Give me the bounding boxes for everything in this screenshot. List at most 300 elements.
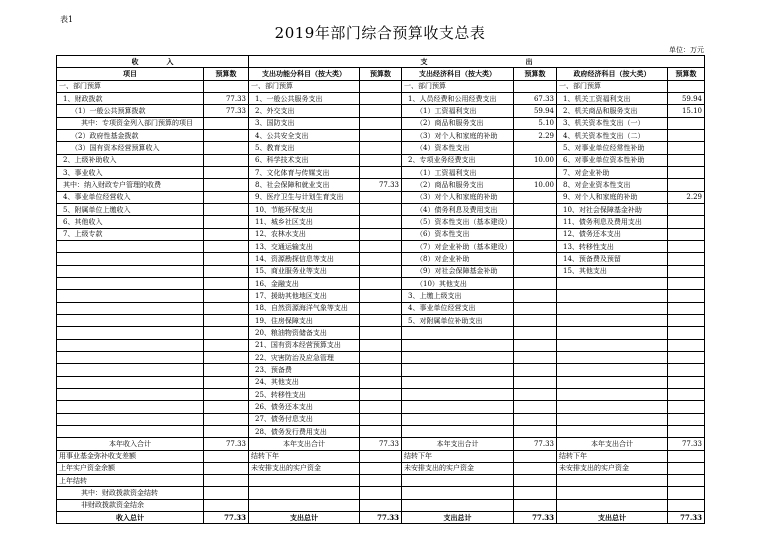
budget-cell: [204, 277, 249, 289]
item-cell: 1、机关工资福利支出: [557, 92, 668, 104]
item-cell: [57, 364, 204, 376]
table-row: [57, 154, 705, 166]
budget-cell: 77.33: [204, 92, 249, 104]
col-header-function: 支出功能分科目（按大类）: [249, 68, 360, 80]
item-cell: [557, 425, 668, 437]
col-header-economic: 支出经济科目（按大类）: [402, 68, 514, 80]
budget-cell: 15.10: [668, 105, 705, 117]
budget-cell: [514, 191, 557, 203]
table-row: [57, 277, 705, 289]
item-cell: 上年结转: [57, 475, 204, 487]
table-row: [57, 290, 705, 302]
item-cell: （3）国有资本经营预算收入: [57, 142, 204, 154]
item-cell: [57, 277, 204, 289]
budget-cell: [360, 413, 402, 425]
item-cell: 11、城乡社区支出: [249, 216, 360, 228]
budget-cell: [204, 388, 249, 400]
budget-cell: [668, 462, 705, 474]
item-cell: [57, 425, 204, 437]
item-cell: 支出总计: [557, 512, 668, 524]
budget-cell: [360, 117, 402, 129]
col-header-budget: 预算数: [668, 68, 705, 80]
table-row: [57, 450, 705, 462]
table-row: [57, 179, 705, 191]
table-row: [57, 92, 705, 104]
budget-cell: [360, 462, 402, 474]
budget-cell: [668, 253, 705, 265]
item-cell: [402, 339, 514, 351]
budget-cell: [668, 401, 705, 413]
item-cell: 未安排支出的实户资金: [249, 462, 360, 474]
table-row: [57, 228, 705, 240]
item-cell: [57, 413, 204, 425]
item-cell: 3、上缴上级支出: [402, 290, 514, 302]
budget-cell: [360, 240, 402, 252]
budget-cell: [360, 191, 402, 203]
table-row: [57, 253, 705, 265]
item-cell: [557, 487, 668, 499]
item-cell: 17、援助其他地区支出: [249, 290, 360, 302]
budget-cell: [668, 203, 705, 215]
budget-cell: [514, 216, 557, 228]
budget-cell: [668, 487, 705, 499]
budget-cell: [204, 154, 249, 166]
item-cell: 15、其他支出: [557, 265, 668, 277]
item-cell: 一、部门预算: [249, 80, 360, 92]
item-cell: 8、社会保障和就业支出: [249, 179, 360, 191]
item-cell: [402, 425, 514, 437]
budget-cell: [514, 142, 557, 154]
table-row: [57, 425, 705, 437]
budget-cell: [514, 425, 557, 437]
item-cell: 18、自然资源海洋气象等支出: [249, 302, 360, 314]
expense-header: 支 出: [249, 56, 705, 68]
budget-cell: 77.33: [514, 512, 557, 524]
item-cell: 7、文化体育与传媒支出: [249, 166, 360, 178]
item-cell: [249, 499, 360, 511]
budget-cell: 2.29: [514, 129, 557, 141]
budget-cell: [668, 302, 705, 314]
budget-cell: [360, 302, 402, 314]
budget-cell: [514, 228, 557, 240]
table-row: [57, 388, 705, 400]
item-cell: 本年收入合计: [57, 438, 204, 450]
item-cell: （1）一般公共预算拨款: [57, 105, 204, 117]
budget-cell: [668, 80, 705, 92]
item-cell: 14、资源勘探信息等支出: [249, 253, 360, 265]
item-cell: 25、转移性支出: [249, 388, 360, 400]
table-row: [57, 166, 705, 178]
budget-cell: [514, 265, 557, 277]
item-cell: [402, 351, 514, 363]
item-cell: [557, 339, 668, 351]
item-cell: 2、专项业务经费支出: [402, 154, 514, 166]
budget-cell: [204, 487, 249, 499]
budget-cell: [360, 203, 402, 215]
item-cell: [57, 253, 204, 265]
item-cell: 2、外交支出: [249, 105, 360, 117]
budget-cell: [204, 290, 249, 302]
table-row: [57, 142, 705, 154]
item-cell: [57, 314, 204, 326]
budget-cell: [514, 290, 557, 302]
table-row: [57, 487, 705, 499]
item-cell: [402, 401, 514, 413]
table-row: [57, 129, 705, 141]
budget-cell: [514, 475, 557, 487]
table-row: [57, 327, 705, 339]
item-cell: 1、财政拨款: [57, 92, 204, 104]
budget-cell: [204, 166, 249, 178]
table-row: [57, 117, 705, 129]
budget-cell: [360, 450, 402, 462]
item-cell: 6、对事业单位资本性补助: [557, 154, 668, 166]
budget-cell: [204, 265, 249, 277]
item-cell: [557, 277, 668, 289]
table-row: [57, 376, 705, 388]
budget-cell: [668, 339, 705, 351]
budget-cell: [668, 277, 705, 289]
budget-cell: [668, 216, 705, 228]
item-cell: 9、对个人和家庭的补助: [557, 191, 668, 203]
item-cell: [557, 351, 668, 363]
item-cell: 支出总计: [402, 512, 514, 524]
table-row: [57, 364, 705, 376]
item-cell: 4、公共安全支出: [249, 129, 360, 141]
item-cell: 13、转移性支出: [557, 240, 668, 252]
item-cell: 24、其他支出: [249, 376, 360, 388]
budget-cell: [668, 290, 705, 302]
budget-cell: [514, 351, 557, 363]
item-cell: 3、国防支出: [249, 117, 360, 129]
item-cell: 3、机关资本性支出（一）: [557, 117, 668, 129]
budget-cell: [204, 240, 249, 252]
item-cell: 27、债务付息支出: [249, 413, 360, 425]
item-cell: 一、部门预算: [402, 80, 514, 92]
budget-cell: [204, 339, 249, 351]
budget-cell: [204, 117, 249, 129]
item-cell: （8）对企业补助: [402, 253, 514, 265]
item-cell: 结转下年: [557, 450, 668, 462]
budget-cell: [668, 450, 705, 462]
item-cell: [57, 376, 204, 388]
item-cell: 本年支出合计: [249, 438, 360, 450]
item-cell: （1）工资福利支出: [402, 105, 514, 117]
budget-cell: [204, 228, 249, 240]
budget-cell: [668, 166, 705, 178]
item-cell: [57, 290, 204, 302]
budget-cell: [360, 327, 402, 339]
budget-cell: [668, 117, 705, 129]
budget-cell: [204, 413, 249, 425]
item-cell: 10、节能环保支出: [249, 203, 360, 215]
col-header-budget: 预算数: [514, 68, 557, 80]
item-cell: 7、对企业补助: [557, 166, 668, 178]
item-cell: （10）其他支出: [402, 277, 514, 289]
item-cell: 未安排支出的实户资金: [557, 462, 668, 474]
item-cell: 11、债务利息及费用支出: [557, 216, 668, 228]
budget-cell: [204, 191, 249, 203]
item-cell: 23、预备费: [249, 364, 360, 376]
col-header-gov-economic: 政府经济科目（按大类）: [557, 68, 668, 80]
item-cell: 未安排支出的实户资金: [402, 462, 514, 474]
budget-cell: [668, 475, 705, 487]
budget-cell: [360, 475, 402, 487]
budget-cell: [204, 179, 249, 191]
budget-cell: [360, 129, 402, 141]
budget-cell: [360, 351, 402, 363]
budget-cell: [668, 142, 705, 154]
table-row: [57, 216, 705, 228]
item-cell: 其中：纳入财政专户管理的收费: [57, 179, 204, 191]
budget-cell: [204, 327, 249, 339]
table-row: [57, 191, 705, 203]
budget-cell: [514, 376, 557, 388]
budget-cell: 77.33: [204, 105, 249, 117]
budget-cell: [514, 203, 557, 215]
budget-cell: 77.33: [360, 179, 402, 191]
budget-cell: 77.33: [360, 438, 402, 450]
budget-cell: [360, 425, 402, 437]
table-row: [57, 413, 705, 425]
budget-cell: [204, 253, 249, 265]
budget-table: [56, 55, 705, 524]
budget-cell: 77.33: [668, 512, 705, 524]
item-cell: [402, 499, 514, 511]
item-cell: [402, 413, 514, 425]
item-cell: [557, 388, 668, 400]
item-cell: [57, 240, 204, 252]
item-cell: 13、交通运输支出: [249, 240, 360, 252]
budget-cell: [668, 129, 705, 141]
budget-cell: [514, 364, 557, 376]
budget-cell: [204, 302, 249, 314]
budget-cell: [360, 376, 402, 388]
item-cell: 16、金融支出: [249, 277, 360, 289]
budget-cell: 2.29: [668, 191, 705, 203]
item-cell: （5）资本性支出（基本建设）: [402, 216, 514, 228]
table-row: [57, 265, 705, 277]
item-cell: [249, 487, 360, 499]
item-cell: 21、国有资本经营预算支出: [249, 339, 360, 351]
budget-cell: [514, 166, 557, 178]
budget-cell: 59.94: [668, 92, 705, 104]
budget-cell: [360, 277, 402, 289]
item-cell: [402, 364, 514, 376]
table-row: [57, 351, 705, 363]
table-number: 表1: [60, 15, 74, 24]
table-row: [57, 339, 705, 351]
item-cell: 26、债务还本支出: [249, 401, 360, 413]
item-cell: [557, 364, 668, 376]
header-row-columns: [57, 68, 705, 80]
budget-cell: [204, 401, 249, 413]
item-cell: 2、机关商品和服务支出: [557, 105, 668, 117]
table-row: [57, 105, 705, 117]
item-cell: 4、事业单位经营收入: [57, 191, 204, 203]
budget-cell: [360, 487, 402, 499]
budget-cell: [360, 290, 402, 302]
item-cell: 4、事业单位经营支出: [402, 302, 514, 314]
budget-cell: [514, 450, 557, 462]
unit-label: 单位：万元: [669, 46, 704, 54]
item-cell: [402, 327, 514, 339]
col-header-budget: 预算数: [204, 68, 249, 80]
budget-cell: [668, 376, 705, 388]
item-cell: [557, 327, 668, 339]
item-cell: 其中：专项资金列入部门预算的项目: [57, 117, 204, 129]
item-cell: （2）商品和服务支出: [402, 179, 514, 191]
budget-cell: [514, 499, 557, 511]
budget-cell: [668, 351, 705, 363]
table-row: [57, 475, 705, 487]
item-cell: （4）债务利息及费用支出: [402, 203, 514, 215]
budget-cell: [514, 240, 557, 252]
item-cell: [557, 401, 668, 413]
item-cell: 上年实户资金余额: [57, 462, 204, 474]
item-cell: 6、其他收入: [57, 216, 204, 228]
budget-cell: [360, 216, 402, 228]
budget-cell: [514, 388, 557, 400]
item-cell: 本年支出合计: [402, 438, 514, 450]
item-cell: 3、事业收入: [57, 166, 204, 178]
budget-cell: [360, 499, 402, 511]
budget-cell: [204, 129, 249, 141]
item-cell: 12、债务还本支出: [557, 228, 668, 240]
budget-cell: [360, 105, 402, 117]
budget-cell: 77.33: [668, 438, 705, 450]
item-cell: [557, 475, 668, 487]
item-cell: [557, 376, 668, 388]
budget-cell: 77.33: [360, 512, 402, 524]
item-cell: 1、一般公共服务支出: [249, 92, 360, 104]
table-row: [57, 499, 705, 511]
item-cell: 5、教育支出: [249, 142, 360, 154]
budget-cell: 67.33: [514, 92, 557, 104]
budget-cell: [204, 364, 249, 376]
budget-cell: [204, 142, 249, 154]
table-row: [57, 240, 705, 252]
item-cell: 用事业基金弥补收支差额: [57, 450, 204, 462]
item-cell: 2、上级补助收入: [57, 154, 204, 166]
budget-cell: [204, 450, 249, 462]
item-cell: [557, 314, 668, 326]
budget-cell: [668, 179, 705, 191]
budget-cell: [668, 499, 705, 511]
item-cell: 非财政拨款资金结余: [57, 499, 204, 511]
budget-cell: [514, 339, 557, 351]
item-cell: [557, 499, 668, 511]
col-header-budget: 预算数: [360, 68, 402, 80]
table-row: [57, 401, 705, 413]
item-cell: [57, 327, 204, 339]
budget-cell: [514, 253, 557, 265]
budget-cell: [514, 487, 557, 499]
budget-cell: [668, 364, 705, 376]
budget-cell: [668, 240, 705, 252]
budget-cell: [204, 351, 249, 363]
item-cell: 4、机关资本性支出（二）: [557, 129, 668, 141]
item-cell: [249, 475, 360, 487]
item-cell: 22、灾害防治及应急管理: [249, 351, 360, 363]
budget-cell: [204, 376, 249, 388]
budget-cell: [668, 265, 705, 277]
item-cell: （3）对个人和家庭的补助: [402, 191, 514, 203]
budget-cell: [360, 142, 402, 154]
budget-cell: [668, 425, 705, 437]
budget-cell: [668, 314, 705, 326]
budget-cell: [360, 154, 402, 166]
item-cell: 一、部门预算: [557, 80, 668, 92]
item-cell: 19、住房保障支出: [249, 314, 360, 326]
budget-cell: 59.94: [514, 105, 557, 117]
budget-cell: [514, 413, 557, 425]
table-row: [57, 302, 705, 314]
item-cell: 28、债务发行费用支出: [249, 425, 360, 437]
item-cell: [557, 413, 668, 425]
income-header: 收 入: [57, 56, 249, 68]
item-cell: [402, 376, 514, 388]
item-cell: 15、商业服务业等支出: [249, 265, 360, 277]
budget-cell: [204, 499, 249, 511]
budget-cell: [204, 216, 249, 228]
budget-cell: [360, 228, 402, 240]
budget-cell: [360, 166, 402, 178]
item-cell: 7、上级专款: [57, 228, 204, 240]
table-row: [57, 203, 705, 215]
item-cell: 12、农林水支出: [249, 228, 360, 240]
budget-cell: [514, 462, 557, 474]
item-cell: 结转下年: [402, 450, 514, 462]
item-cell: （3）对个人和家庭的补助: [402, 129, 514, 141]
item-cell: [57, 302, 204, 314]
budget-cell: [204, 203, 249, 215]
item-cell: （2）政府性基金拨款: [57, 129, 204, 141]
budget-cell: 10.00: [514, 179, 557, 191]
budget-cell: [204, 475, 249, 487]
item-cell: [402, 487, 514, 499]
subtotal-row: [57, 438, 705, 450]
item-cell: [57, 401, 204, 413]
budget-cell: [360, 92, 402, 104]
table-row: [57, 314, 705, 326]
header-row-group: [57, 56, 705, 68]
item-cell: 14、预备费及预留: [557, 253, 668, 265]
item-cell: [57, 339, 204, 351]
item-cell: [557, 290, 668, 302]
item-cell: 一、部门预算: [57, 80, 204, 92]
item-cell: [557, 302, 668, 314]
budget-cell: 10.00: [514, 154, 557, 166]
budget-cell: [668, 388, 705, 400]
budget-cell: [360, 80, 402, 92]
budget-cell: 77.33: [204, 438, 249, 450]
item-cell: 8、对企业资本性支出: [557, 179, 668, 191]
budget-cell: [514, 80, 557, 92]
item-cell: 5、对附属单位补助支出: [402, 314, 514, 326]
table-row: [57, 462, 705, 474]
item-cell: [57, 265, 204, 277]
item-cell: 支出总计: [249, 512, 360, 524]
item-cell: 20、粮油物资储备支出: [249, 327, 360, 339]
item-cell: 1、人员经费和公用经费支出: [402, 92, 514, 104]
budget-cell: [668, 413, 705, 425]
budget-cell: [668, 228, 705, 240]
budget-cell: [204, 80, 249, 92]
budget-cell: [514, 327, 557, 339]
budget-cell: 77.33: [204, 512, 249, 524]
item-cell: （4）资本性支出: [402, 142, 514, 154]
